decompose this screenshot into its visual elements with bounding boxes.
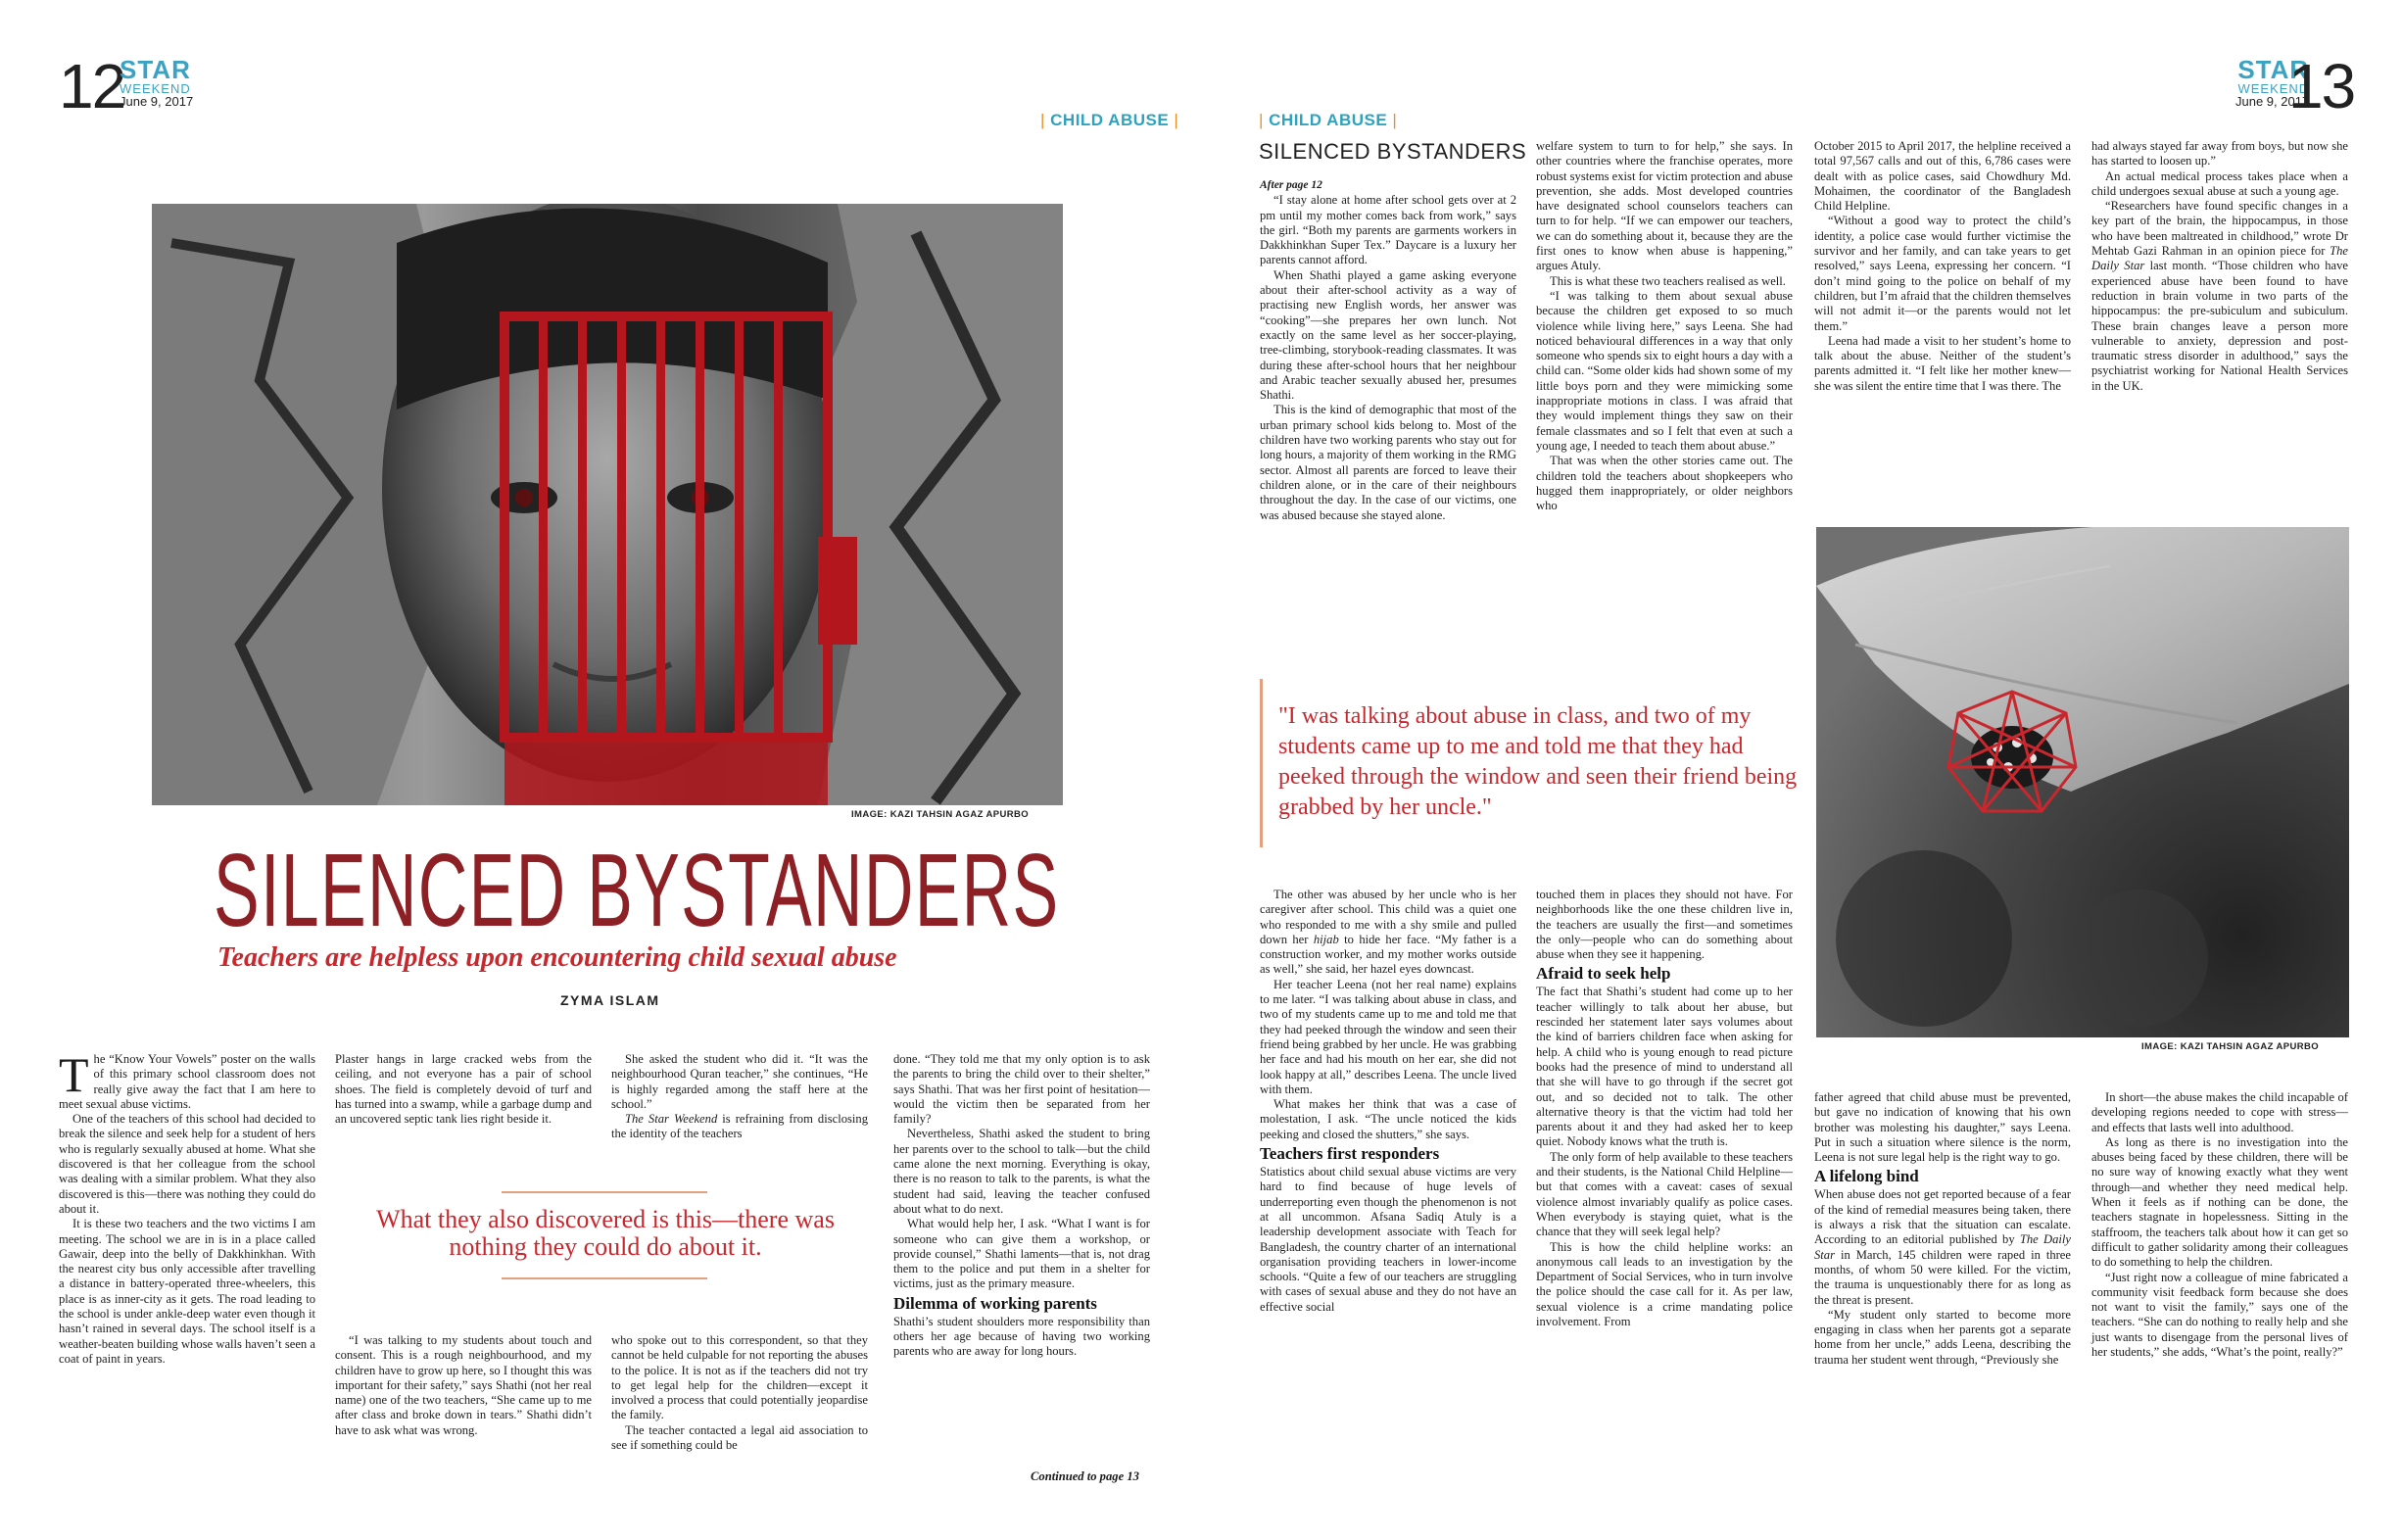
left-column-3-top: She asked the student who did it. “It was the neighbourhood Quran teacher,” she continues, “He is highly regarded among the staff here at the school.” The Star Weekend is refraining from disclosing the identity of the teachers (611, 1052, 869, 1141)
right-column-2-bottom: touched them in places they should not have. For neighborhoods like the one these children live in, the teachers are usually the first—and sometimes the only—people who can do something about abuse when they see it happening. Afraid to seek help The fact that Shathi’s student had come up to her teacher willingly to talk about her abuse, but rescinded her statement later says volumes about the kind of barriers children face when asking for help. A child who is young enough to read picture books had the presence of mind to understand all that she will have to go through if the secret got out, and so decided not to talk. The other alternative theory is that the victim had told her parents about it and they had asked her to keep quiet. Nobody knows what the truth is. The only form of help available to these teachers and their students, is the National Child Helpline—but that comes with a caveat: cases of sexual violence almost invariably qualify as police cases. When everybody is staying quiet, what is the chance that they will seek legal help? This is how the child helpline works: an anonymous call leads to an investigation by the Department of Social Services, who in turn involve the police should the case call for it. As per law, sexual violence is a crime mandating police involvement. From (1536, 888, 1793, 1329)
right-column-3-top: October 2015 to April 2017, the helpline received a total 97,567 calls and out of this, 6,786 cases were dealt with as police cases, said Chowdhury Md. Mohaimen, the coordinator of the Bangladesh Child Helpline. “Without a good way to protect the child’s identity, a police case would further victimise the survivor and her family, and can take years to get resolved,” says Leena, expressing her concern. “I don’t mind going to the police on behalf of my children, but I’m afraid that the children themselves will not admit it—or the parents would not let them.” Leena had made a visit to her student’s home to talk about the abuse. Neither of the student’s parents admitted it. “I felt like her mother knew—she was silent the entire time that I was there. The (1814, 139, 2071, 393)
subhead-dilemma: Dilemma of working parents (893, 1293, 1097, 1313)
subhead-afraid: Afraid to seek help (1536, 964, 1671, 984)
image-credit-right: IMAGE: KAZI TAHSIN AGAZ APURBO (2141, 1041, 2320, 1052)
subhead-lifelong: A lifelong bind (1814, 1167, 1919, 1186)
left-column-1: The “Know Your Vowels” poster on the walls of this primary school classroom does not really give away the fact that I am here to meet sexual abuse victims. One of the teachers of this school had decided to break the silence and seek help for a student of hers who is regularly sexually abused at home. What she discovered is that her colleague from the school was dealing with a similar problem. What they also discovered is this—there was nothing they could do about it. It is these two teachers and the two victims I am meeting. The school we are in is in a place called Gawair, deep into the belly of Dakkhinkhan. With the nearest city bus only accessible after travelling a distance in battery-operated three-wheelers, this place is as inner-city as it gets. The road leading to the school is under ankle-deep water even though it hasn’t rained in several days. The school itself is a weather-beaten building whose walls haven’t seen a coat of paint in years. (59, 1047, 315, 1366)
byline: ZYMA ISLAM (560, 992, 660, 1008)
after-page-note: After page 12 (1260, 179, 1322, 191)
drop-cap: T (59, 1047, 89, 1102)
subhead-teachers-first: Teachers first responders (1260, 1144, 1440, 1164)
image-credit-left: IMAGE: KAZI TAHSIN AGAZ APURBO (851, 809, 1030, 820)
left-column-4: done. “They told me that my only option is to ask the parents to bring the child over to their shelter,” says Shathi. That was her first point of hesitation—would the victim then be separated from her family? Nevertheless, Shathi asked the student to bring her parents over to the school to talk—but the child came alone the next morning. Everything is okay, there is no reason to talk to the parents, is what the student had said, leaving the teacher confused about what to do next. What would help her, I ask. “What I want is for someone who can give them a workshop, or provide counsel,” Shathi laments—that is, not drag them to the police and put them in a shelter for victims, just as the primary measure. Dilemma of working parents Shathi’s student shoulders more responsibility than others her age because of having two working parents who are away for long hours. (893, 1052, 1150, 1359)
brand-logo: STAR (2237, 55, 2310, 84)
pullquote-rule-left (1260, 679, 1263, 847)
section-tag-right: | CHILD ABUSE | (1259, 111, 1398, 129)
brand-logo: STAR (120, 55, 191, 84)
left-column-2-top: Plaster hangs in large cracked webs from the ceiling, and not everyone has a pair of school shoes. The field is completely devoid of turf and has turned into a swamp, while a garbage dump and an uncovered septic tank lies right beside it. (335, 1052, 592, 1127)
left-column-2-bottom: “I was talking to my students about touch and consent. This is a rough neighbourhood, and my children have to grow up here, so I thought this was important for their safety,” says Shathi (not her real name) one of the two teachers, “She came up to me after class and broke down in tears.” Shathi didn’t have to ask what was wrong. (335, 1333, 592, 1437)
section-tag-left: | CHILD ABUSE | (1040, 111, 1179, 129)
subheadline: Teachers are helpless upon encountering child sexual abuse (217, 942, 897, 973)
page-number-right: 13 (2288, 51, 2355, 121)
brand-sub: WEEKEND (120, 81, 191, 96)
page-number-left: 12 (59, 51, 125, 121)
pullquote-left: What they also discovered is this—there was nothing they could do about it. (376, 1205, 835, 1261)
masthead-left (120, 57, 193, 108)
issue-date: June 9, 2017 (120, 94, 194, 109)
right-column-3-bottom: father agreed that child abuse must be prevented, but gave no indication of knowing that his own brother was molesting his daughter,” says Leena. Put in such a situation where silence is the norm, Leena is not sure legal help is the right way to go. A lifelong bind When abuse does not get reported because of a fear of the kind of remedial measures being taken, there is always a risk that the situation can escalate. According to an editorial published by The Daily Star in March, 145 children were raped in three months, of whom 50 were killed. For the victim, the trauma is unquestionably there for as long as the threat is present. “My student only started to become more engaging in class when her parents got a separate home from her uncle,” adds Leena, describing the trauma her student went through, “Previously she (1814, 1090, 2071, 1367)
section-label: CHILD ABUSE (1050, 111, 1170, 129)
right-column-2-top: welfare system to turn to for help,” she says. In other countries where the franchise operates, more robust systems exist for victim protection and abuse prevention, she adds. Most developed countries have designated school counselors teachers can turn to for help. “If we can empower our teachers, we can do something about it, because they are the first ones to know when abuse is happening,” argues Atuly. This is what these two teachers realised as well. “I was talking to them about sexual abuse because the children get exposed to so much violence while living here,” says Leena. She had noticed behavioural differences in a way that only someone who spends six to eight hours a day with a child can. “Some older kids had shown some of my little boys porn and they were mimicking some inappropriate motions in class. I was afraid that they would implement things they saw on their female classmates and so I felt that even at such a young age, I needed to teach them about abuse.” That was when the other stories came out. The children told the teachers about shopkeepers who hugged them inappropriately, or older neighbors who (1536, 139, 1793, 513)
continued-link[interactable]: Continued to page 13 (1031, 1469, 1139, 1483)
right-column-1-top: After page 12 “I stay alone at home after school gets over at 2 pm until my mother comes back from work,” says the girl. “Both my parents are garments workers in Dakkhinkhan Super Tex.” Daycare is a luxury her parents cannot afford. When Shathi played a game asking everyone about their after-school activity as a way of practising new English words, her answer was “cooking”—she prepares her own lunch. Not exactly on the same level as her soccer-playing, tree-climbing, storybook-reading classmates. It was during these after-school hours that her neighbour and Arabic teacher sexually abused her, presumes Shathi. This is the kind of demographic that most of the urban primary school kids belong to. Most of the children have two working parents who stay out for long hours, a majority of them working in the RMG sector. Almost all parents are forced to leave their children alone, or in the care of their neighbours throughout the day. In the case of our victims, one was abused because she stayed alone. (1260, 179, 1516, 522)
pullquote-rule-top (502, 1191, 707, 1193)
right-column-4-bottom: In short—the abuse makes the child incapable of developing regions needed to cope with stress—and effects that lasts well into adulthood. As long as there is no investigation into the abuses being faced by these children, there will be no sure way of knowing exactly what they went through—and whether they need medical help. When it feels as if nothing can be done, the teachers stagnate in hopelessness. Sitting in the staffroom, the teachers talk about how it can get so difficult to gather solidarity among their colleagues to do something to help the children. “Just right now a colleague of mine fabricated a community visit feedback form because she does not want to visit the family,” says one of the teachers. “She can do nothing to really help and she just wants to disengage from the personal lives of her students,” she adds, “What’s the point, really?” (2091, 1090, 2348, 1360)
right-column-1-bottom: The other was abused by her uncle who is her caregiver after school. This child was a quiet one who responded to me with a shy smile and pulled down her hijab to hide her face. “My father is a construction worker, and my mother works outside as well,” she said, her hazel eyes downcast. Her teacher Leena (not her real name) explains to me later. “I was talking about abuse in class, and two of my students came up to me and told me that they had peeked through the window and seen their friend being grabbed by her uncle. He was grabbing her face and had his mouth on her ear, she did not look happy at all,” describes Leena. The uncle lived with them. What makes her think that was a case of molestation, I ask. “The uncle noticed the kids peeking and closed the shutters,” she says. Teachers first responders Statistics about child sexual abuse victims are very hard to find because of huge levels of underreporting even though the phenomenon is not at all uncommon. Afsana Sadiq Atuly is a leadership development associate with Teach for Bangladesh, the country charter of an international organisation providing teachers in lower-income schools. “Quite a few of our teachers are struggling with cases of sexual abuse and they do not have an effective social (1260, 888, 1516, 1314)
kicker-title: SILENCED BYSTANDERS (1259, 139, 1527, 164)
right-column-4-top: had always stayed far away from boys, but now she has started to loosen up.” An actual medical process takes place when a child undergoes sexual abuse at such a young age. “Researchers have found specific changes in a key part of the brain, the hippocampus, in those who have been maltreated in childhood,” wrote Dr Mehtab Gazi Rahman in an opinion piece for The Daily Star last month. “Those children who have experienced abuse have been found to have reduction in brain volume in two parts of the hippocampus: the pre-subiculum and subiculum. These brain changes leave a person more vulnerable to anxiety, depression and post-traumatic stress disorder in adulthood,” says the psychiatrist working for National Health Services in the UK. (2091, 139, 2348, 393)
pullquote-right: "I was talking about abuse in class, and two of my students came up to me and told me that they had peeked through the window and seen their friend being grabbed by her uncle." (1278, 703, 1798, 820)
pullquote-rule-bottom (502, 1277, 707, 1279)
headline: SILENCED BYSTANDERS (214, 833, 1060, 948)
brand-sub: WEEKEND (2237, 81, 2310, 96)
leaf-photo (1816, 527, 2349, 1037)
left-column-3-bottom: who spoke out to this correspondent, so that they cannot be held culpable for not reporting the abuses to the police. It is not as if the teachers did not try to get legal help for the children—except it involved a process that could potentially jeopardise the family. The teacher contacted a legal aid association to see if something could be (611, 1333, 868, 1453)
issue-date: June 9, 2017 (2235, 94, 2310, 109)
hero-photo (152, 204, 1063, 805)
